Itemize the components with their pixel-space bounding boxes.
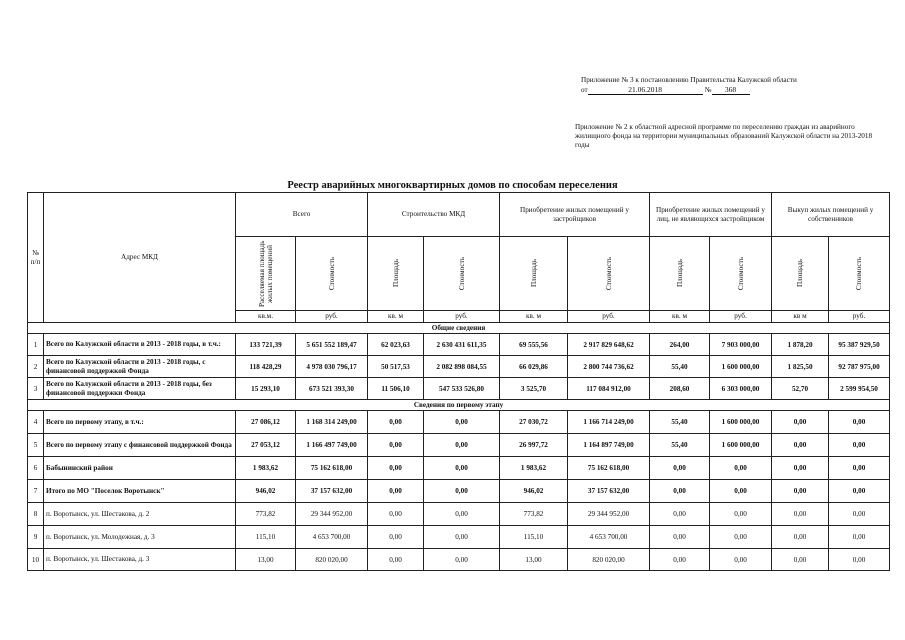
value-cell: 0,00	[368, 434, 424, 457]
value-cell: 0,00	[829, 549, 890, 571]
value-cell: 0,00	[772, 457, 829, 480]
unit-cell: кв.м.	[236, 311, 296, 323]
decree-line	[581, 85, 881, 95]
value-cell: 1 983,62	[500, 457, 568, 480]
row-address: Всего по Калужской области в 2013 - 2018 годы, с финансовой поддержкой Фонда	[44, 356, 236, 378]
value-cell: 1 166 497 749,00	[296, 434, 368, 457]
table-row	[28, 334, 890, 356]
value-cell: 0,00	[650, 549, 710, 571]
value-cell: 15 293,10	[236, 378, 296, 400]
value-cell: 1 168 314 249,00	[296, 411, 368, 434]
value-cell: 1 166 714 249,00	[568, 411, 650, 434]
unit-cell: руб.	[829, 311, 890, 323]
value-cell: 50 517,53	[368, 356, 424, 378]
row-address: п. Воротынск, ул. Шестакова, д. 2	[44, 503, 236, 526]
subheader: Стоимость	[296, 237, 368, 311]
unit-cell: руб.	[710, 311, 772, 323]
table-row	[28, 549, 890, 571]
value-cell: 55,40	[650, 356, 710, 378]
unit-cell: руб.	[296, 311, 368, 323]
appendix-line: Приложение № 3 к постановлению Правительства Калужской области	[581, 76, 797, 84]
value-cell: 0,00	[368, 549, 424, 571]
value-cell: 27 053,12	[236, 434, 296, 457]
unit-cell: кв. м	[368, 311, 424, 323]
value-cell: 4 653 700,00	[568, 526, 650, 549]
value-cell: 0,00	[424, 480, 500, 503]
subheader: Стоимость	[424, 237, 500, 311]
value-cell: 208,60	[650, 378, 710, 400]
value-cell: 547 533 526,80	[424, 378, 500, 400]
value-cell: 0,00	[710, 503, 772, 526]
value-cell: 37 157 632,00	[568, 480, 650, 503]
value-cell: 0,00	[368, 480, 424, 503]
value-cell: 0,00	[650, 457, 710, 480]
table-row	[28, 480, 890, 503]
value-cell: 673 521 393,30	[296, 378, 368, 400]
value-cell: 820 020,00	[296, 549, 368, 571]
value-cell: 75 162 618,00	[568, 457, 650, 480]
value-cell: 0,00	[650, 526, 710, 549]
value-cell: 13,00	[236, 549, 296, 571]
value-cell: 29 344 952,00	[568, 503, 650, 526]
value-cell: 0,00	[650, 480, 710, 503]
section-title: Сведения по первому этапу	[28, 400, 890, 411]
value-cell: 1 600 000,00	[710, 411, 772, 434]
value-cell: 0,00	[710, 526, 772, 549]
value-cell: 2 630 431 611,35	[424, 334, 500, 356]
table-row	[28, 457, 890, 480]
value-cell: 0,00	[829, 526, 890, 549]
value-cell: 1 983,62	[236, 457, 296, 480]
value-cell: 0,00	[650, 503, 710, 526]
table-row	[28, 503, 890, 526]
group-header-developers: Приобретение жилых помещений у застройщиков	[500, 193, 650, 237]
subheader: Расселяемая площадь жилых помещений	[236, 237, 296, 311]
value-cell: 1 164 897 749,00	[568, 434, 650, 457]
value-cell: 69 555,56	[500, 334, 568, 356]
value-cell: 4 978 030 796,17	[296, 356, 368, 378]
value-cell: 0,00	[710, 457, 772, 480]
unit-cell: кв. м	[650, 311, 710, 323]
value-cell: 773,82	[500, 503, 568, 526]
row-number: 4	[28, 411, 44, 434]
value-cell: 2 800 744 736,62	[568, 356, 650, 378]
row-address: Всего по первому этапу с финансовой поддержкой Фонда	[44, 434, 236, 457]
decree-number: 368	[712, 85, 750, 95]
subheader: Площадь	[650, 237, 710, 311]
value-cell: 55,40	[650, 434, 710, 457]
registry-table	[27, 192, 890, 571]
value-cell: 0,00	[424, 411, 500, 434]
row-address: п. Воротынск, ул. Молодежная, д. 3	[44, 526, 236, 549]
table-row	[28, 356, 890, 378]
value-cell: 95 387 929,50	[829, 334, 890, 356]
row-address: Всего по Калужской области в 2013 - 2018 годы, без финансовой поддержки Фонда	[44, 378, 236, 400]
value-cell: 92 787 975,00	[829, 356, 890, 378]
value-cell: 66 029,86	[500, 356, 568, 378]
value-cell: 37 157 632,00	[296, 480, 368, 503]
value-cell: 1 600 000,00	[710, 434, 772, 457]
value-cell: 264,00	[650, 334, 710, 356]
subheader: Площадь	[500, 237, 568, 311]
value-cell: 115,10	[500, 526, 568, 549]
row-number: 7	[28, 480, 44, 503]
value-cell: 820 020,00	[568, 549, 650, 571]
value-cell: 26 997,72	[500, 434, 568, 457]
row-address: Всего по Калужской области в 2013 - 2018 годы, в т.ч.:	[44, 334, 236, 356]
section-row-general	[28, 323, 890, 334]
value-cell: 5 651 552 189,47	[296, 334, 368, 356]
col-number-header: № п/п	[28, 193, 44, 323]
row-number: 5	[28, 434, 44, 457]
subheader: Стоимость	[568, 237, 650, 311]
value-cell: 27 086,12	[236, 411, 296, 434]
value-cell: 0,00	[710, 480, 772, 503]
subheader: Стоимость	[710, 237, 772, 311]
section-title: Общие сведения	[28, 323, 890, 334]
group-header-non-developers: Приобретение жилых помещений у лиц, не являющихся застройщиком	[650, 193, 772, 237]
value-cell: 0,00	[424, 526, 500, 549]
value-cell: 0,00	[368, 411, 424, 434]
value-cell: 117 084 912,00	[568, 378, 650, 400]
section-row-stage1	[28, 400, 890, 411]
value-cell: 27 030,72	[500, 411, 568, 434]
unit-cell: руб.	[424, 311, 500, 323]
row-number: 9	[28, 526, 44, 549]
value-cell: 7 903 000,00	[710, 334, 772, 356]
value-cell: 55,40	[650, 411, 710, 434]
value-cell: 75 162 618,00	[296, 457, 368, 480]
table-row	[28, 434, 890, 457]
value-cell: 2 082 898 084,55	[424, 356, 500, 378]
value-cell: 62 023,63	[368, 334, 424, 356]
value-cell: 11 506,10	[368, 378, 424, 400]
value-cell: 946,02	[500, 480, 568, 503]
value-cell: 2 917 829 648,62	[568, 334, 650, 356]
value-cell: 0,00	[829, 434, 890, 457]
value-cell: 4 653 700,00	[296, 526, 368, 549]
row-number: 8	[28, 503, 44, 526]
row-address: п. Воротынск, ул. Шестакова, д. 3	[44, 549, 236, 571]
value-cell: 0,00	[424, 549, 500, 571]
col-address-header: Адрес МКД	[44, 193, 236, 323]
unit-cell: кв м	[772, 311, 829, 323]
value-cell: 0,00	[368, 526, 424, 549]
table-row	[28, 526, 890, 549]
group-header-construction: Строительство МКД	[368, 193, 500, 237]
number-label: №	[704, 86, 712, 94]
subheader: Стоимость	[829, 237, 890, 311]
value-cell: 946,02	[236, 480, 296, 503]
unit-cell: руб.	[568, 311, 650, 323]
value-cell: 773,82	[236, 503, 296, 526]
table-row	[28, 378, 890, 400]
value-cell: 0,00	[424, 457, 500, 480]
value-cell: 13,00	[500, 549, 568, 571]
value-cell: 0,00	[772, 411, 829, 434]
value-cell: 118 428,29	[236, 356, 296, 378]
value-cell: 0,00	[829, 457, 890, 480]
group-header-buyout: Выкуп жилых помещений у собственников	[772, 193, 890, 237]
value-cell: 0,00	[424, 503, 500, 526]
subheader: Площадь	[368, 237, 424, 311]
value-cell: 0,00	[829, 503, 890, 526]
value-cell: 6 303 000,00	[710, 378, 772, 400]
value-cell: 0,00	[772, 434, 829, 457]
value-cell: 3 525,70	[500, 378, 568, 400]
row-number: 10	[28, 549, 44, 571]
value-cell: 0,00	[368, 503, 424, 526]
value-cell: 0,00	[424, 434, 500, 457]
row-number: 2	[28, 356, 44, 378]
value-cell: 1 600 000,00	[710, 356, 772, 378]
decree-date: 21.06.2018	[588, 85, 703, 95]
row-number: 3	[28, 378, 44, 400]
group-header-total: Всего	[236, 193, 368, 237]
value-cell: 0,00	[772, 503, 829, 526]
header-row-groups	[28, 193, 890, 237]
value-cell: 115,10	[236, 526, 296, 549]
value-cell: 2 599 954,50	[829, 378, 890, 400]
value-cell: 133 721,39	[236, 334, 296, 356]
value-cell: 0,00	[772, 526, 829, 549]
value-cell: 0,00	[368, 457, 424, 480]
row-address: Итого по МО "Поселок Воротынск"	[44, 480, 236, 503]
row-number: 1	[28, 334, 44, 356]
row-number: 6	[28, 457, 44, 480]
value-cell: 0,00	[772, 549, 829, 571]
subheader: Площадь	[772, 237, 829, 311]
table-body	[28, 323, 890, 571]
row-address: Бабынинский район	[44, 457, 236, 480]
from-label: от	[581, 86, 588, 94]
page-title: Реестр аварийных многоквартирных домов по способам переселения	[287, 180, 618, 191]
value-cell: 0,00	[829, 411, 890, 434]
value-cell: 0,00	[772, 480, 829, 503]
unit-cell: кв. м	[500, 311, 568, 323]
value-cell: 1 878,20	[772, 334, 829, 356]
row-address: Всего по первому этапу, в т.ч.:	[44, 411, 236, 434]
value-cell: 52,70	[772, 378, 829, 400]
appendix-program-line: Приложение № 2 к областной адресной программе по переселению граждан из аварийного жилищного фонда на территории муниципальных образований Калужской области на 2013-2018 годы	[575, 123, 873, 149]
value-cell: 1 825,50	[772, 356, 829, 378]
value-cell: 0,00	[710, 549, 772, 571]
value-cell: 29 344 952,00	[296, 503, 368, 526]
value-cell: 0,00	[829, 480, 890, 503]
table-row	[28, 411, 890, 434]
document-header	[581, 76, 881, 95]
